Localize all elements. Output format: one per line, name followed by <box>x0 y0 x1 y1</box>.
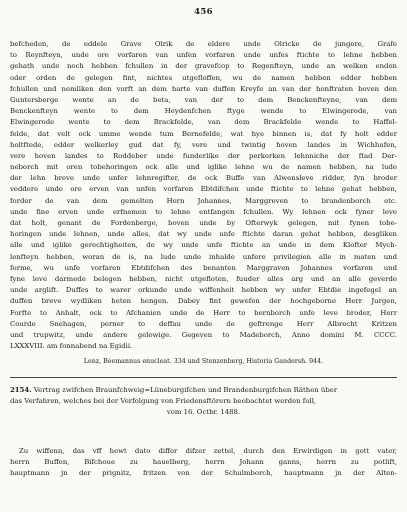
text-line: vere hoven landes to Roddeber unde funderlike der perkerken lehnniche der ftad Der- <box>10 151 397 160</box>
text-line: felde, dat velt ock umme wende tum Bernefelde, wat hye binnen is, dat fy holt edder <box>10 129 397 138</box>
text-line: unde fine erven unde erfnemen to lehne entfangen fchullen. Wy lehnen ock fyner leve <box>10 207 397 216</box>
entry-heading-line-2: das Verfahren, welches bei der Verfolgung von Friedensftörern beobachtet werden foll, <box>10 397 317 406</box>
body-text-line: Zu wiffenn, das vff hewt dato differ difzer zettel, durch den Erwirdigen in gott vater, <box>19 447 397 455</box>
text-line: Forfte to Anhalt, ock to Afchanien unde de Herr to bernborch unfe leve broder, Herr <box>10 308 397 317</box>
text-line: Guntersberge wente an de beta, van der to dem Benckenfteyne, van dem <box>10 95 397 104</box>
page-number: 456 <box>194 7 213 17</box>
document-entry-heading <box>10 385 397 419</box>
text-line: horingen unde lehnen, unde alles, dat wy unde unfe ftichte daran gehat hebben, desgliken <box>10 230 397 239</box>
text-line: veddere unde ore erven van unfen vorfaren Ebtdifchen unde ftichte to lehne gehat hebben, <box>10 185 397 194</box>
body-text-line: herrn Buffen, Bifchoue zu hauelberg, herrn Johann ganns, herrn zu potlift, <box>10 458 397 467</box>
text-line: gehath unde noch hebben fchullen in der gravefcop to Regenfteyn, unde an welken enden <box>10 62 397 71</box>
text-line: Courde Snehagen, perner to deffau unde de geftrenge Herr Albrecht Kritzen <box>10 319 397 328</box>
divider-line <box>10 377 397 378</box>
entry-heading-line-1 <box>10 385 397 396</box>
entry-heading-text-1: Vertrag zwifchen Braunfchweig=Lüneburgifchen und Brandenburgifchen Räthen über <box>33 386 338 394</box>
main-text <box>10 39 397 352</box>
entry-number: 2154. <box>10 386 32 394</box>
text-line: neborch mit oren tobehoringen ock alle und iglike lehne wu de namen hebben, na lude <box>10 163 397 172</box>
text-line: fyne leve darmede belegen hebben, nicht utgefloten, fuuder alles arg und an alle geverde <box>10 274 397 283</box>
body-text-line: hauptmann jn der prignitz, fritzen von der Schulmborch, hauptmann jn der Alten- <box>10 469 397 478</box>
text-line: Elwingerode wente to dem Brackfelde, van dem Brackfelde wende to Haffel- <box>10 118 397 127</box>
text-line: lenfteyn hebben, woran de is, na lude unde inhalde unfere privilegien alle in maten und <box>10 252 397 261</box>
text-line: forder de van dem gemelten Hern Johannes, Marggreven to brandenborch etc. <box>10 196 397 205</box>
entry-body-text <box>10 446 397 480</box>
text-line: holtftede, edder welkerley gud dat fy, vere und twintig hoven landes in Wichhufen, <box>10 140 397 149</box>
text-line: dat holt, genant de Fordenberge, boven unde by Ofterwyk gelegen, mit fynen tobe- <box>10 219 397 227</box>
entry-date: vom 16. Octbr. 1488. <box>166 408 241 417</box>
text-line: der lehn breve unde unfer lehnregifter, de ock Buffe van Alwensleve ridder, fyn broder <box>10 174 397 183</box>
text-line: und trupwitz, unde andere gelowige. Gegeven to Madeborch, Anno domini M. CCCC. <box>10 330 397 339</box>
text-line: oder orden de gelegen fint, nichtes utgefloffen, wu de namen hebben edder hebben <box>10 73 397 82</box>
text-line: to Reynfteyn, unde ore vorfaren van unfen vorfaren unde unfes ftichte to lehne hebben <box>10 51 397 60</box>
text-line: forme, wu unfe vorfaren Ebtdifchen des benanten Marggraven Johannes vorfaren und <box>10 263 397 272</box>
text-line: unde arglift. Duffes to warer orkunde unde wiffenheit hebben wy unfer Ebtdie ingefegel an <box>10 286 397 295</box>
text-line: alle und iglike gerechtigheiten, de wy unde unfe ftichte an unde in dem Klofter Mych- <box>10 241 397 250</box>
text-line: LXXXVIII. am fonnabend na Egidii. <box>10 342 133 351</box>
text-line: fchullen und nemliken den vorft an dem harte van duffen Kreyfe an van der honftraten boven den <box>10 84 397 93</box>
text-line: befcheden, de eddele Grave Olrik de eldere unde Olricke de jungere, Grafe <box>10 40 397 48</box>
text-line: Benckenfteyn wente to dem Heydenfchen ftyge wende to Elwingerode, van <box>10 107 397 116</box>
footnote: Lenz, Beemannus enucleat. 334 und Stenzenberg, Historia Gandersh. 944. <box>83 358 324 365</box>
text-line: duffen breve wydliken heten hengen. Dabey fint gewefen der hochgeborne Herr Jurgen, <box>10 297 397 306</box>
